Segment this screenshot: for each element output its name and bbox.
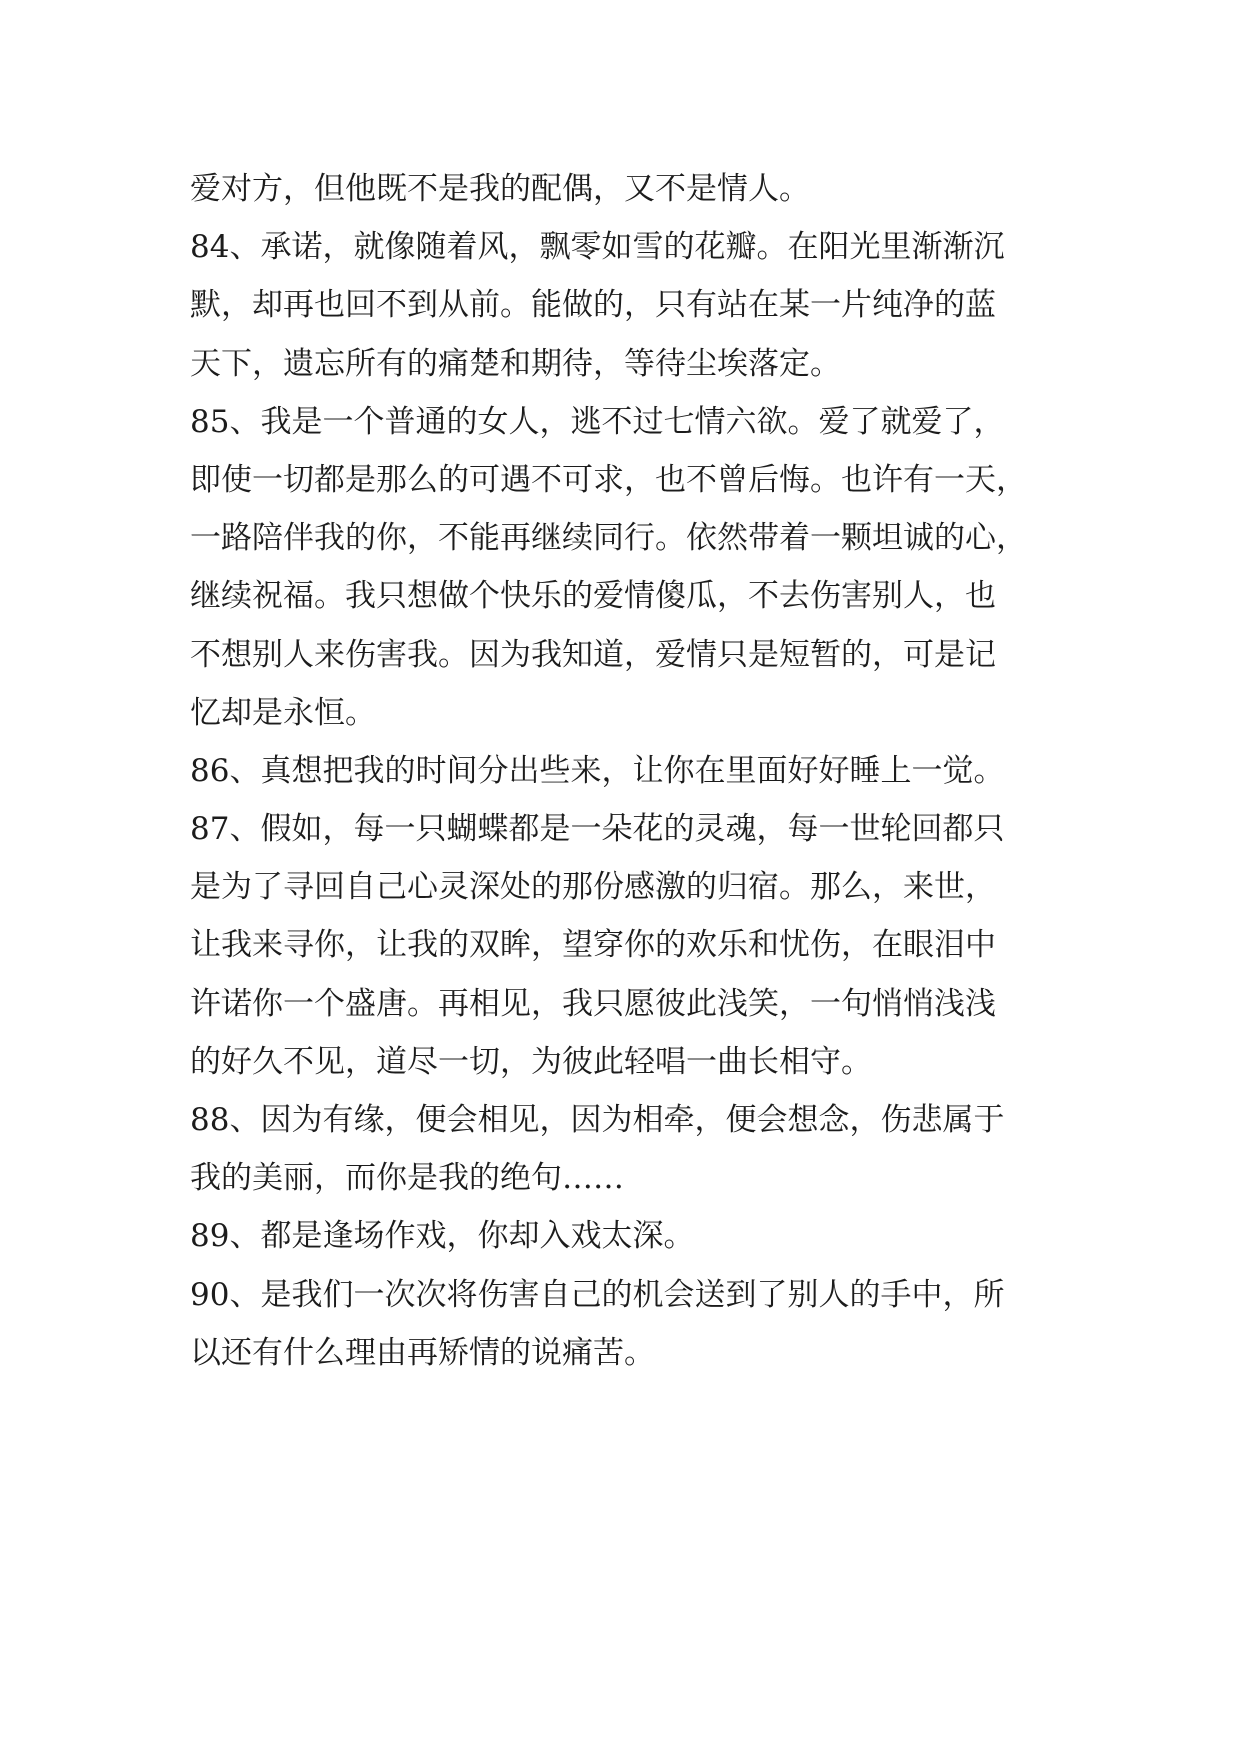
text-line: 让我来寻你，让我的双眸，望穿你的欢乐和忧伤，在眼泪中	[190, 927, 996, 964]
text-line: 不想别人来伤害我。因为我知道，爱情只是短暂的，可是记	[190, 636, 996, 673]
text-line: 一路陪伴我的你，不能再继续同行。依然带着一颗坦诚的心，	[190, 520, 1027, 557]
text-line: 的好久不见，道尽一切，为彼此轻唱一曲长相守。	[190, 1043, 872, 1080]
document-body	[190, 160, 1070, 1382]
text-line: 84、承诺，就像随着风，飘零如雪的花瓣。在阳光里渐渐沉	[190, 229, 1005, 266]
text-line: 89、都是逢场作戏，你却入戏太深。	[190, 1218, 695, 1255]
text-line: 85、我是一个普通的女人，逃不过七情六欲。爱了就爱了，	[190, 403, 1005, 440]
text-line: 是为了寻回自己心灵深处的那份感激的归宿。那么，来世，	[190, 869, 996, 906]
text-line: 忆却是永恒。	[190, 694, 376, 731]
text-line: 继续祝福。我只想做个快乐的爱情傻瓜，不去伤害别人，也	[190, 578, 996, 615]
text-line: 87、假如，每一只蝴蝶都是一朵花的灵魂，每一世轮回都只	[190, 811, 1005, 848]
text-line: 天下，遗忘所有的痛楚和期待，等待尘埃落定。	[190, 345, 841, 382]
text-line: 即使一切都是那么的可遇不可求，也不曾后悔。也许有一天，	[190, 461, 1027, 498]
text-line: 我的美丽，而你是我的绝句……	[190, 1160, 624, 1197]
text-line: 爱对方，但他既不是我的配偶，又不是情人。	[190, 171, 810, 207]
text-line: 90、是我们一次次将伤害自己的机会送到了别人的手中，所	[190, 1276, 1005, 1313]
text-line: 86、真想把我的时间分出些来，让你在里面好好睡上一觉。	[190, 752, 1005, 789]
text-line: 以还有什么理由再矫情的说痛苦。	[190, 1334, 655, 1371]
text-line: 许诺你一个盛唐。再相见，我只愿彼此浅笑，一句悄悄浅浅	[190, 985, 996, 1022]
text-line: 88、因为有缘，便会相见，因为相牵，便会想念，伤悲属于	[190, 1102, 1005, 1138]
text-line: 默，却再也回不到从前。能做的，只有站在某一片纯净的蓝	[190, 287, 996, 324]
